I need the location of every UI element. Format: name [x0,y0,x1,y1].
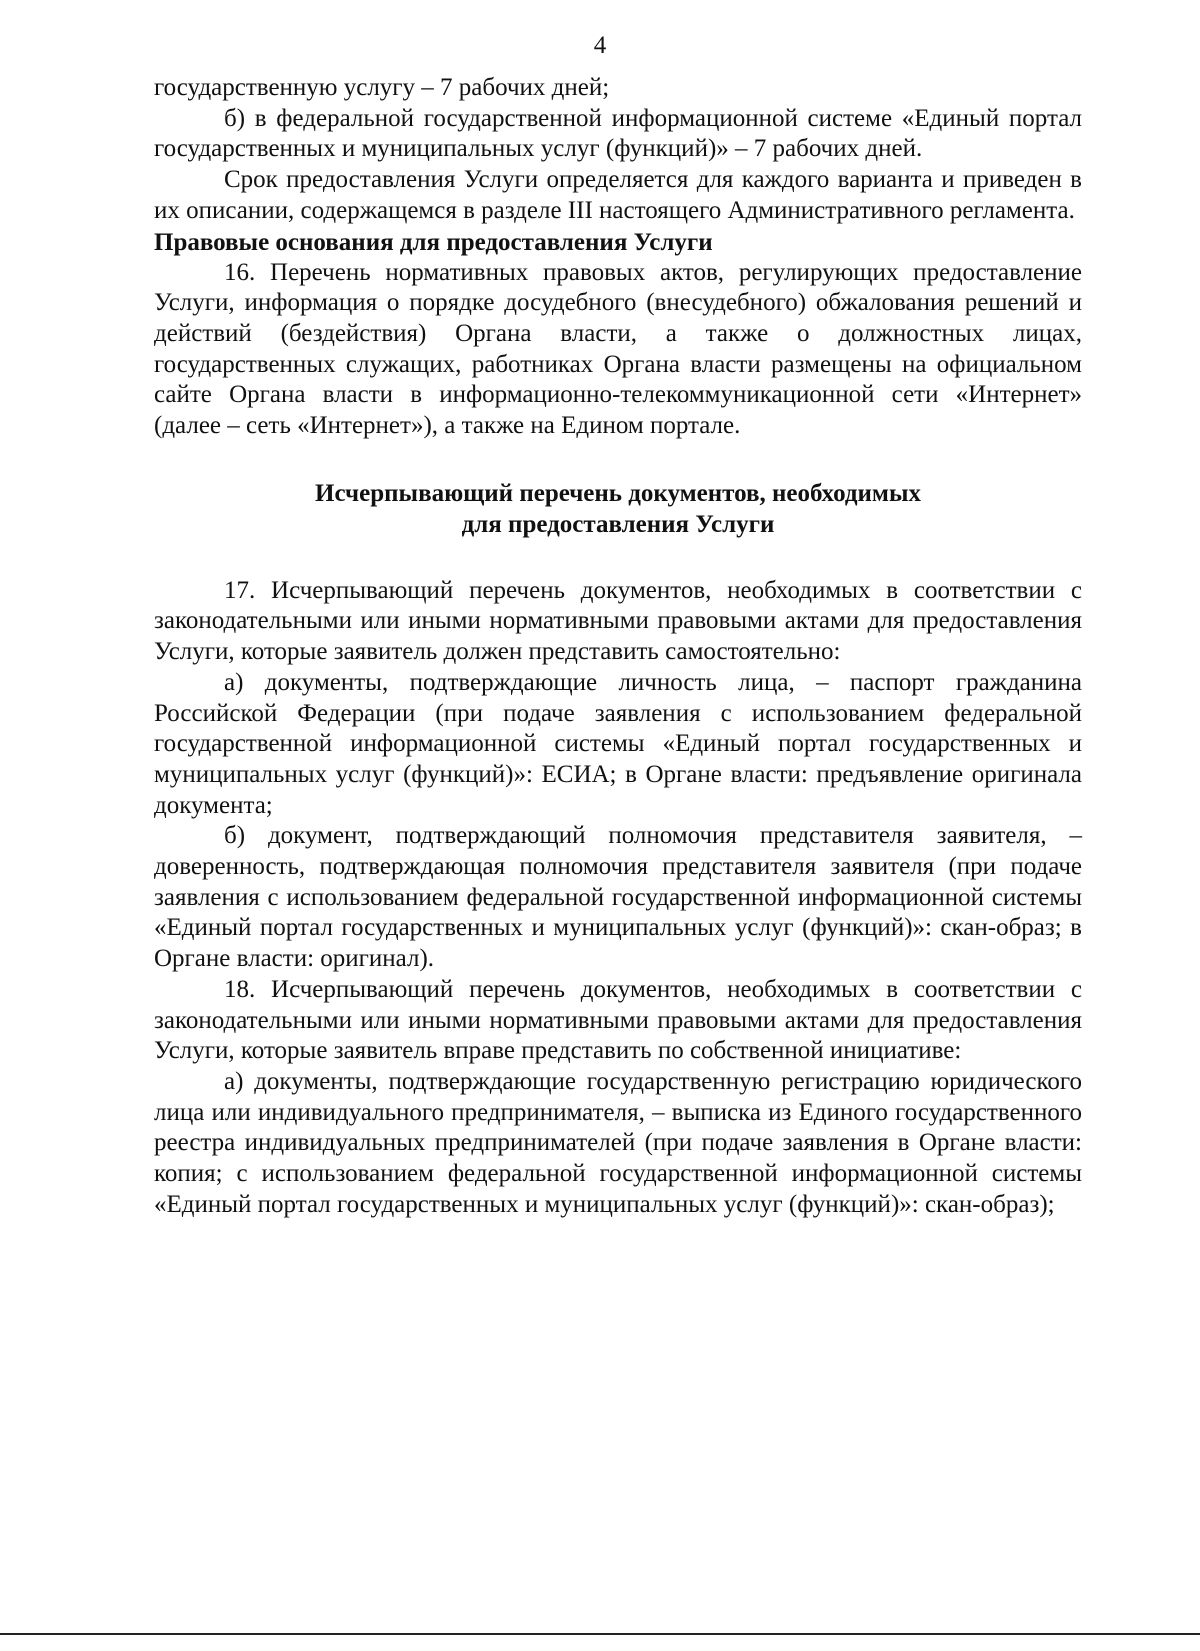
paragraph-18: 18. Исчерпывающий перечень документов, необходимых в соответствии с законодательными или иными нормативными правовыми актами для предоставления Услуги, которые заявитель вправе представить по собственной инициативе: [154,975,1082,1065]
section-heading-legal-basis: Правовые основания для предоставления Услуги [154,228,713,256]
page-number: 4 [593,32,607,59]
document-body [154,73,1082,1221]
paragraph-16: 16. Перечень нормативных правовых актов, регулирующих предоставление Услуги, информация о порядке досудебного (внесудебного) обжалования решений и действий (бездействия) Органа власти, а также о должностных лицах, государственных служащих, работниках Органа власти размещены на официальном сайте Органа власти в информационно-телекоммуникационной сети «Интернет» (далее – сеть «Интернет»), а также на Едином портале. [154,258,1082,440]
paragraph-17: 17. Исчерпывающий перечень документов, необходимых в соответствии с законодательными или иными нормативными правовыми актами для предоставления Услуги, которые заявитель должен представить самостоятельно: [154,576,1082,666]
section-heading-documents-line-2: для предоставления Услуги [461,510,775,538]
page-bottom-rule [0,1633,1200,1635]
paragraph-intro-b: б) в федеральной государственной информационной системе «Единый портал государственных и муниципальных услуг (функций)» – 7 рабочих дней. [154,104,1082,163]
paragraph-service-term: Срок предоставления Услуги определяется для каждого варианта и приведен в их описании, содержащемся в разделе III настоящего Административного регламента. [154,166,1082,224]
section-heading-documents-line-1: Исчерпывающий перечень документов, необходимых [315,479,921,507]
section-heading-documents [154,478,1082,540]
paragraph-17a: а) документы, подтверждающие личность лица, – паспорт гражданина Российской Федерации (при подаче заявления с использованием федеральной государственной информационной системы «Единый портал государственных и муниципальных услуг (функций)»: ЕСИА; в Органе власти: предъявление оригинала документа; [154,668,1082,819]
paragraph-intro-continuation: государственную услугу – 7 рабочих дней; [154,74,610,101]
paragraph-18a: а) документы, подтверждающие государственную регистрацию юридического лица или индивидуального предпринимателя, – выписка из Единого государственного реестра индивидуальных предпринимателей (при подаче заявления в Органе власти: копия; с использованием федеральной государственной информационной системы «Единый портал государственных и муниципальных услуг (функций)»: скан-образ); [154,1067,1082,1218]
paragraph-17b: б) документ, подтверждающий полномочия представителя заявителя, – доверенность, подтверждающая полномочия представителя заявителя (при подаче заявления с использованием федеральной государственной информационной системы «Единый портал государственных и муниципальных услуг (функций)»: скан-образ; в Органе власти: оригинал). [154,822,1082,973]
